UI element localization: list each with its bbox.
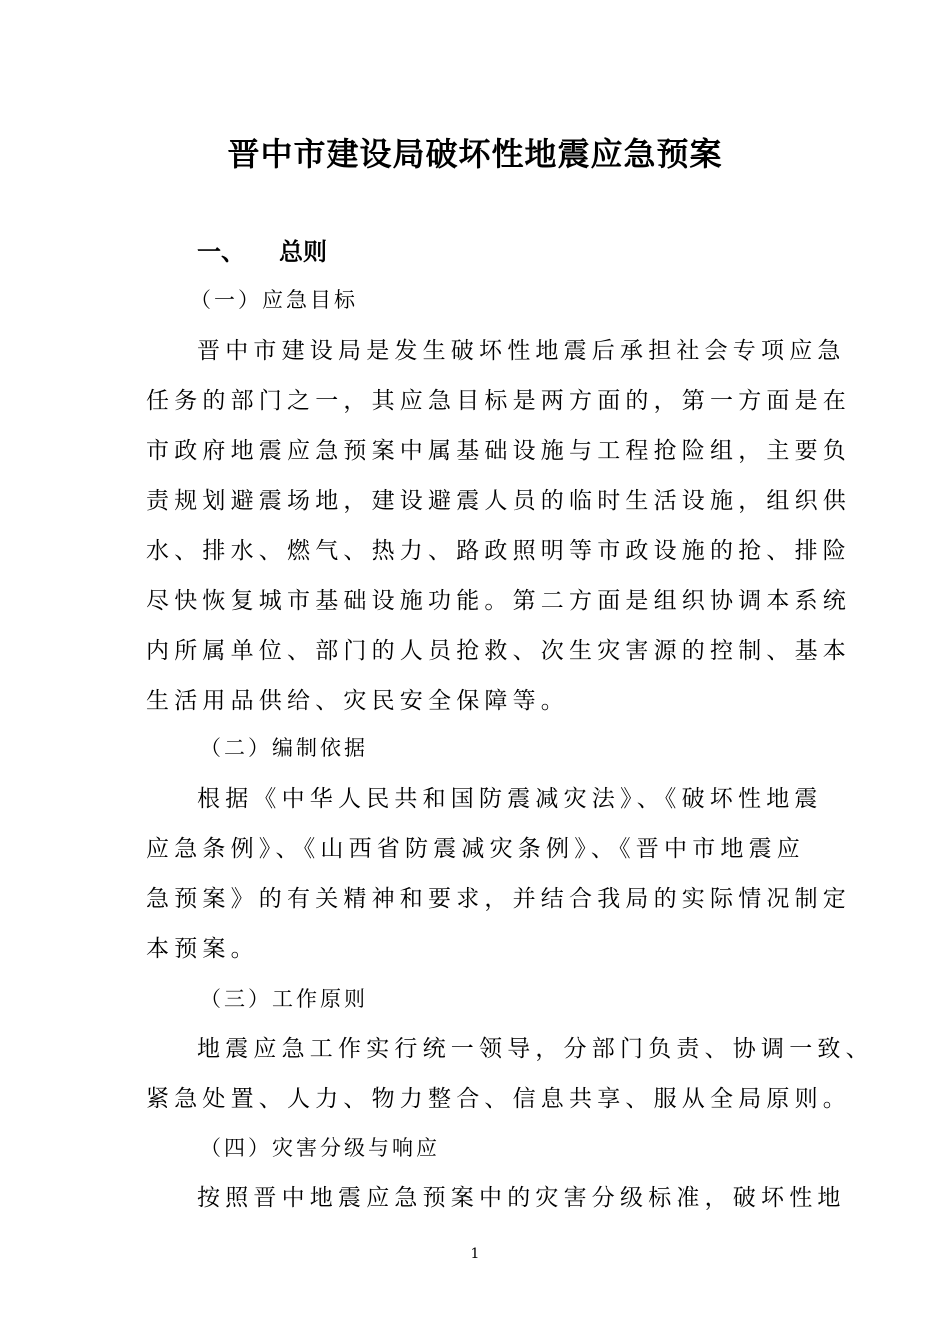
paragraph-line: 应急条例》、《山西省防震减灾条例》、《晋中市地震应 <box>146 836 805 862</box>
paragraph-line: 任务的部门之一，其应急目标是两方面的，第一方面是在 <box>146 388 851 414</box>
paragraph-line: 晋中市建设局是发生破坏性地震后承担社会专项应急 <box>197 338 846 364</box>
paragraph-line: 根据《中华人民共和国防震减灾法》、《破坏性地震 <box>197 786 823 812</box>
paragraph-line: 内所属单位、部门的人员抢救、次生灾害源的控制、基本 <box>146 638 851 664</box>
paragraph-goal <box>146 326 851 726</box>
paragraph-line: 责规划避震场地，建设避震人员的临时生活设施，组织供 <box>146 488 851 514</box>
paragraph-classification <box>146 1173 846 1223</box>
subsection-heading-principles: （三）工作原则 <box>200 987 368 1011</box>
paragraph-basis <box>146 774 851 974</box>
paragraph-principles <box>146 1024 874 1124</box>
paragraph-line: 本预案。 <box>146 936 259 962</box>
paragraph-line: 按照晋中地震应急预案中的灾害分级标准，破坏性地 <box>197 1185 846 1211</box>
paragraph-line: 市政府地震应急预案中属基础设施与工程抢险组，主要负 <box>146 438 851 464</box>
subsection-heading-classification: （四）灾害分级与响应 <box>200 1136 440 1160</box>
section-heading-general <box>197 232 327 272</box>
paragraph-line: 紧急处置、人力、物力整合、信息共享、服从全局原则。 <box>146 1086 851 1112</box>
subsection-heading-goal: （一）应急目标 <box>190 288 358 312</box>
section-title: 总则 <box>279 238 327 266</box>
paragraph-line: 地震应急工作实行统一领导，分部门负责、协调一致、 <box>197 1036 874 1062</box>
subsection-heading-basis: （二）编制依据 <box>200 736 368 760</box>
page-number: 1 <box>470 1246 480 1262</box>
paragraph-line: 急预案》的有关精神和要求，并结合我局的实际情况制定 <box>146 886 851 912</box>
paragraph-line: 水、排水、燃气、热力、路政照明等市政设施的抢、排险 <box>146 538 851 564</box>
document-title: 晋中市建设局破坏性地震应急预案 <box>227 135 723 173</box>
section-number: 一、 <box>197 238 245 266</box>
paragraph-line: 生活用品供给、灾民安全保障等。 <box>146 688 569 714</box>
paragraph-line: 尽快恢复城市基础设施功能。第二方面是组织协调本系统 <box>146 588 851 614</box>
